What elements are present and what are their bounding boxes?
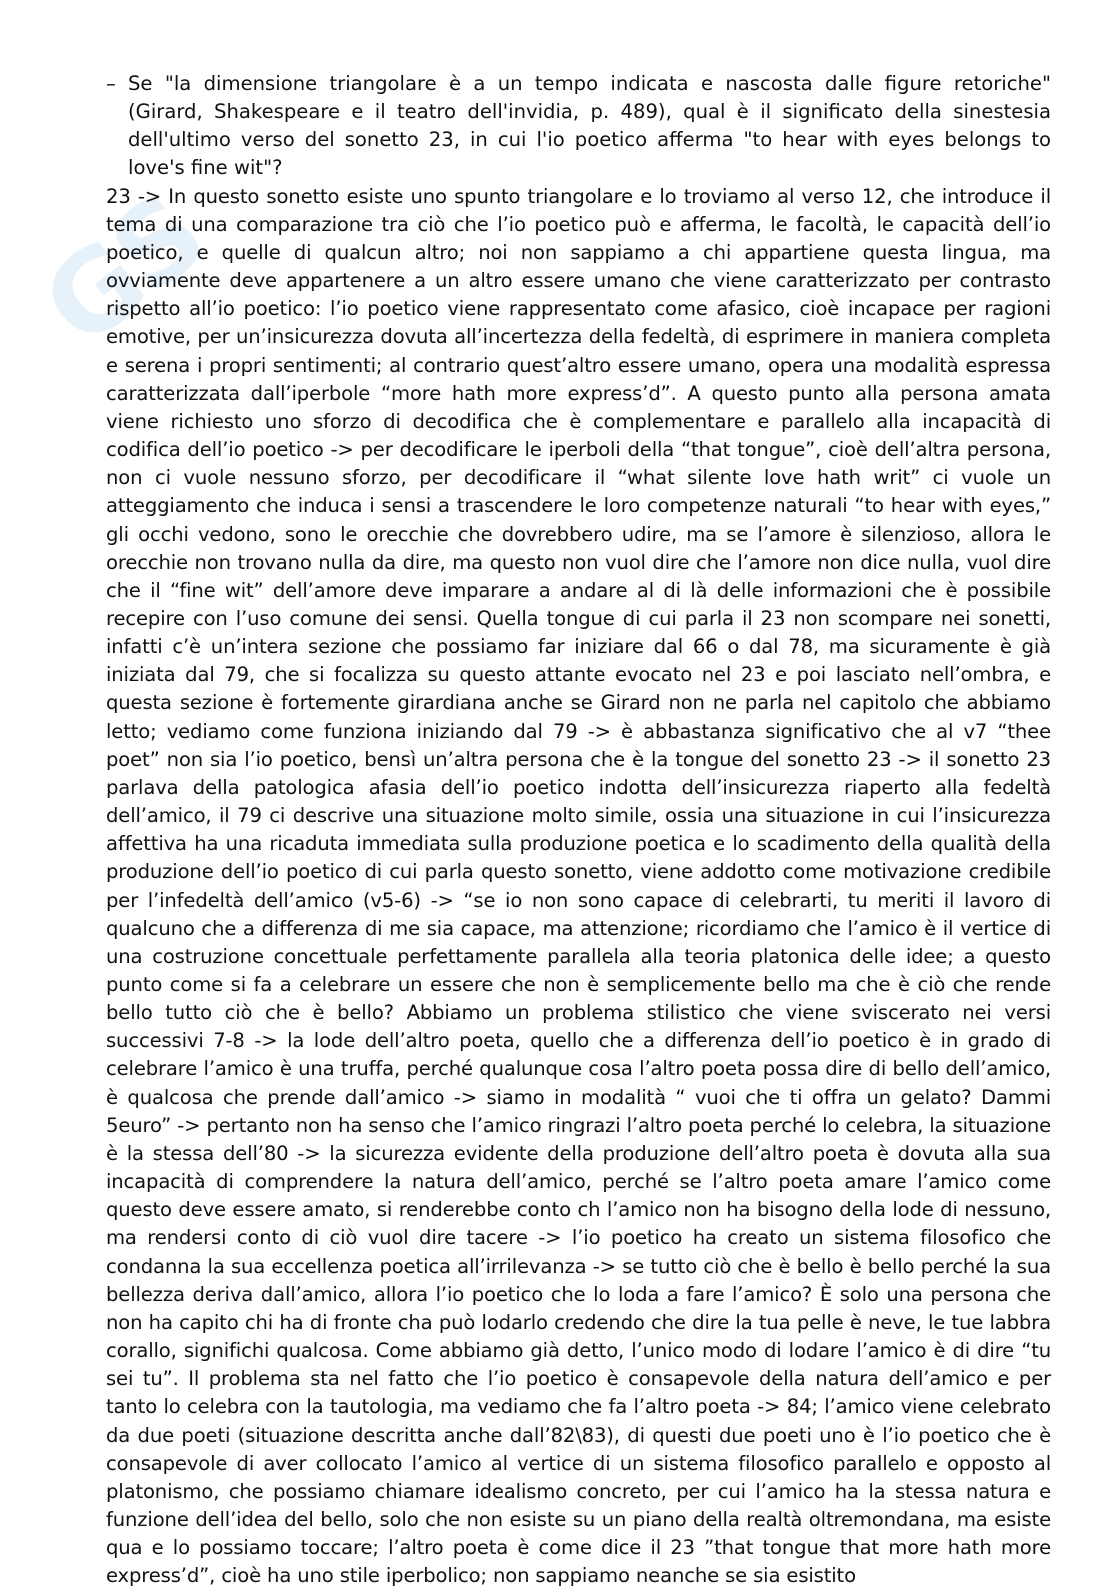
question-bullet: – (106, 72, 116, 95)
question-text: Se "la dimensione triangolare è a un tempo indicata e nascosta dalle figure retoriche" (Girard, Shakespeare e il teatro dell'invidia, p. 489), qual è il significato della sinestesia dell'ultimo verso del sonetto 23, in cui l'io poetico afferma "to hear with eyes belongs to love's fine wit"? (128, 72, 1051, 180)
document-page (106, 70, 1051, 1590)
question-item (106, 70, 1051, 183)
watermark-text: GS (20, 170, 227, 371)
answer-paragraph: 23 -> In questo sonetto esiste uno spunto triangolare e lo troviamo al verso 12, che introduce il tema di una comparazione tra ciò che l’io poetico può e afferma, le facoltà, le capacità dell’io poetico, e quelle di qualcun altro; noi non sappiamo a chi appartiene questa lingua, ma ovviamente deve appartenere a un altro essere umano che viene caratterizzato per contrasto rispetto all’io poetico: l’io poetico viene rappresentato come afasico, cioè incapace per ragioni emotive, per un’insicurezza dovuta all’incertezza della fedeltà, di esprimere in maniera completa e serena i propri sentimenti; al contrario quest’altro essere umano, opera una modalità espressa caratterizzata dall’iperbole “more hath more express’d”. A questo punto alla persona amata viene richiesto uno sforzo di decodifica che è complementare e parallelo alla incapacità di codifica dell’io poetico -> per decodificare le iperboli della “that tongue”, cioè dell’altra persona, non ci vuole nessuno sforzo, per decodificare il “what silente love hath writ” ci vuole un atteggiamento che induca i sensi a trascendere le loro competenze naturali “to hear with eyes,” gli occhi vedono, sono le orecchie che dovrebbero udire, ma se l’amore è silenzioso, allora le orecchie non trovano nulla da dire, ma questo non vuol dire che l’amore non dice nulla, vuol dire che il “fine wit” dell’amore deve imparare a andare al di là delle informazioni che è possibile recepire con l’uso comune dei sensi. Quella tongue di cui parla il 23 non scompare nei sonetti, infatti c’è un’intera sezione che possiamo far iniziare dal 66 o dal 78, ma sicuramente è già iniziata dal 79, che si focalizza su questo attante evocato nel 23 e poi lasciato nell’ombra, e questa sezione è fortemente girardiana anche se Girard non ne parla nel capitolo che abbiamo letto; vediamo come funziona iniziando dal 79 -> è abbastanza significativo che al v7 “thee poet” non sia l’io poetico, bensì un’altra persona che è la tongue del sonetto 23 -> il sonetto 23 parlava della patologica afasia dell’io poetico indotta dell’insicurezza riaperto alla fedeltà dell’amico, il 79 ci descrive una situazione molto simile, ossia una situazione in cui l’insicurezza affettiva ha una ricaduta immediata sulla produzione poetica e lo scadimento della qualità della produzione dell’io poetico di cui parla questo sonetto, viene addotto come motivazione credibile per l’infedeltà dell’amico (v5-6) -> “se io non sono capace di celebrarti, tu meriti il lavoro di qualcuno che a differenza di me sia capace, ma attenzione; ricordiamo che l’amico è il vertice di una costruzione concettuale perfettamente parallela alla teoria platonica delle idee; a questo punto come si fa a celebrare un essere che non è semplicemente bello ma che è ciò che rende bello tutto ciò che è bello? Abbiamo un problema stilistico che viene sviscerato nei versi successivi 7-8 -> la lode dell’altro poeta, quello che a differenza dell’io poetico è in grado di celebrare l’amico è una truffa, perché qualunque cosa l’altro poeta possa dire di bello dell’amico, è qualcosa che prende dall’amico -> siamo in modalità “ vuoi che ti offra un gelato? Dammi 5euro” -> pertanto non ha senso che l’amico ringrazi l’altro poeta perché lo celebra, la situazione è la stessa dell’80 -> la sicurezza evidente della produzione dell’altro poeta è dovuta alla sua incapacità di comprendere la natura dell’amico, perché se l’altro poeta amare l’amico come questo deve essere amato, si renderebbe conto ch l’amico non ha bisogno della lode di nessuno, ma rendersi conto di ciò vuol dire tacere -> l’io poetico ha creato un sistema filosofico che condanna la sua eccellenza poetica all’irrilevanza -> se tutto ciò che è bello è bello perché la sua bellezza deriva dall’amico, allora l’io poetico che lo loda a fare l’amico? È solo una persona che non ha capito chi ha di fronte cha può lodarlo credendo che dire la tua pelle è neve, le tue labbra corallo, significhi qualcosa. Come abbiamo già detto, l’unico modo di lodare l’amico è di dire “tu sei tu”. Il problema sta nel fatto che l’io poetico è consapevole della natura dell’amico e per tanto lo celebra con la tautologia, ma vediamo che fa l’altro poeta -> 84; l’amico viene celebrato da due poeti (situazione descritta anche dall’82\83), di questi due poeti uno è l’io poetico che è consapevole di aver collocato l’amico al vertice di un sistema filosofico parallelo e opposto al platonismo, che possiamo chiamare idealismo concreto, per cui l’amico ha la stessa natura e funzione dell’idea del bello, solo che non esiste su un piano della realtà oltremondana, ma esiste qua e lo possiamo toccare; l’altro poeta è come dice il 23 ”that tongue that more hath more express’d”, cioè ha uno stile iperbolico; non sappiamo neanche se sia esistito (106, 184, 1051, 1588)
